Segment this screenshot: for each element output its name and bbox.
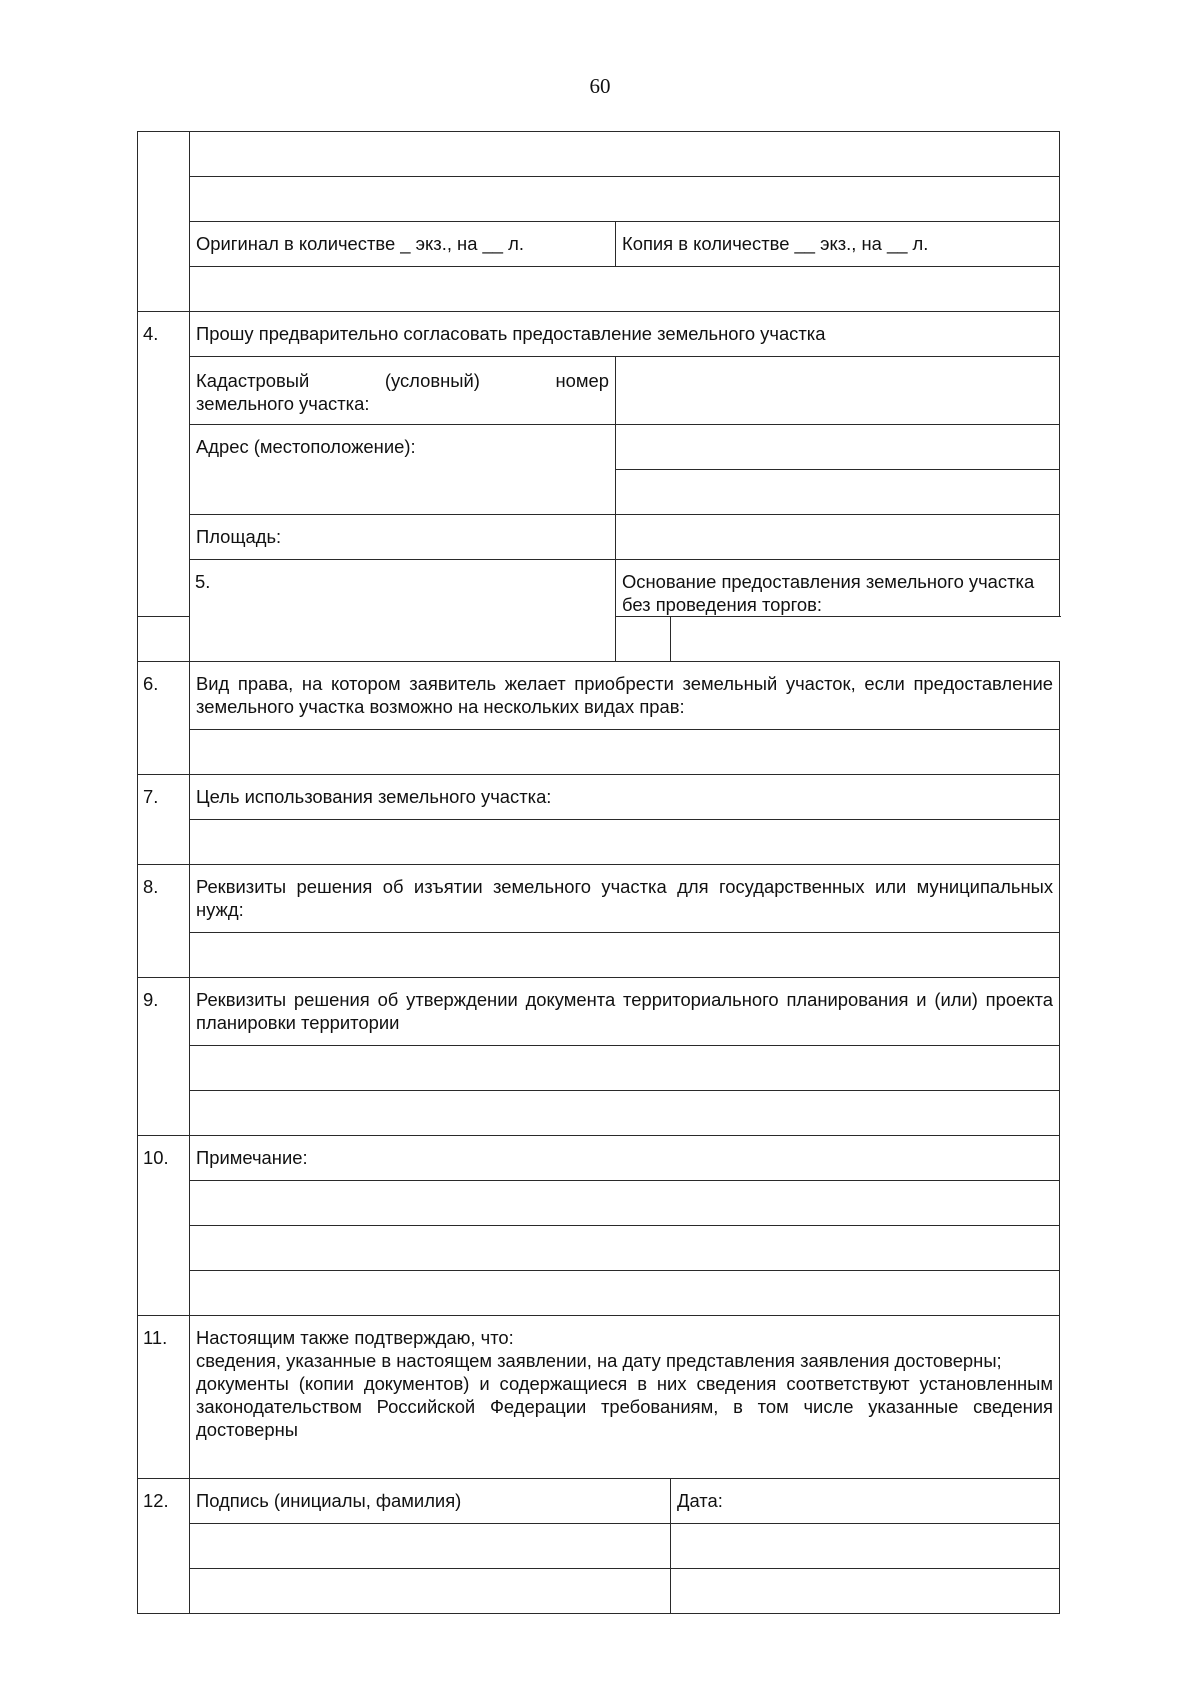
planning-decision-field-line-2[interactable] [190,1091,1060,1136]
row-9-title: Реквизиты решения об утверждении документа территориального планирования и (или) проекта планировки территории [190,978,1060,1046]
address-field-line-2[interactable] [616,470,1060,515]
note-field-line-2[interactable] [190,1226,1060,1271]
confirmation-intro: Настоящим также подтверждаю, что: [196,1327,514,1348]
confirmation-item-2: документы (копии документов) и содержащиеся в них сведения соответствуют установленным законодательством Российской Федерации требованиям, в том числе указанные сведения достоверны [196,1373,1054,1440]
date-field-line-2[interactable] [671,1569,1060,1614]
blank-field[interactable] [190,132,1060,177]
row-number-12: 12. [138,1479,190,1614]
row-number-10: 10. [138,1136,190,1316]
address-field-line-1[interactable] [616,425,1060,470]
right-type-field[interactable] [190,730,1060,775]
signature-label: Подпись (инициалы, фамилия) [190,1479,671,1524]
row-number-4: 4. [138,312,190,617]
note-field-line-3[interactable] [190,1271,1060,1316]
row-number-7: 7. [138,775,190,865]
row-number-6: 6. [138,662,190,775]
withdrawal-decision-field[interactable] [190,933,1060,978]
planning-decision-field-line-1[interactable] [190,1046,1060,1091]
row-number-5: 5. [190,560,616,662]
application-form-table [137,131,1060,1614]
original-copies-label: Оригинал в количестве _ экз., на __ л. [190,222,616,267]
signature-field-line-2[interactable] [190,1569,671,1614]
grounds-field[interactable] [138,617,671,662]
confirmation-item-1: сведения, указанные в настоящем заявлении, на дату представления заявления достоверны; [196,1350,1002,1371]
date-label: Дата: [671,1479,1060,1524]
signature-field-line-1[interactable] [190,1524,671,1569]
cadastral-number-field[interactable] [616,357,1060,425]
blank-field[interactable] [190,177,1060,222]
page-number: 60 [589,74,611,98]
row-6-title: Вид права, на котором заявитель желает приобрести земельный участок, если предоставление земельного участка возможно на нескольких видах прав: [190,662,1060,730]
copy-copies-label: Копия в количестве __ экз., на __ л. [616,222,1060,267]
purpose-field[interactable] [190,820,1060,865]
row-7-title: Цель использования земельного участка: [190,775,1060,820]
row-10-title: Примечание: [190,1136,1060,1181]
row-number-11: 11. [138,1316,190,1479]
row-number-8: 8. [138,865,190,978]
area-field[interactable] [616,515,1060,560]
row-8-title: Реквизиты решения об изъятии земельного участка для государственных или муниципальных нужд: [190,865,1060,933]
cadastral-number-label: Кадастровый (условный) номер земельного участка: [190,357,616,425]
address-label: Адрес (местоположение): [190,425,616,515]
date-field-line-1[interactable] [671,1524,1060,1569]
blank-field[interactable] [190,267,1060,312]
area-label: Площадь: [190,515,616,560]
row-number-9: 9. [138,978,190,1136]
note-field-line-1[interactable] [190,1181,1060,1226]
row-5-title: Основание предоставления земельного участка без проведения торгов: [616,560,1060,617]
row-11-confirmation [190,1316,1060,1479]
row-4-title: Прошу предварительно согласовать предоставление земельного участка [190,312,1060,357]
row-number-cell [138,132,190,312]
